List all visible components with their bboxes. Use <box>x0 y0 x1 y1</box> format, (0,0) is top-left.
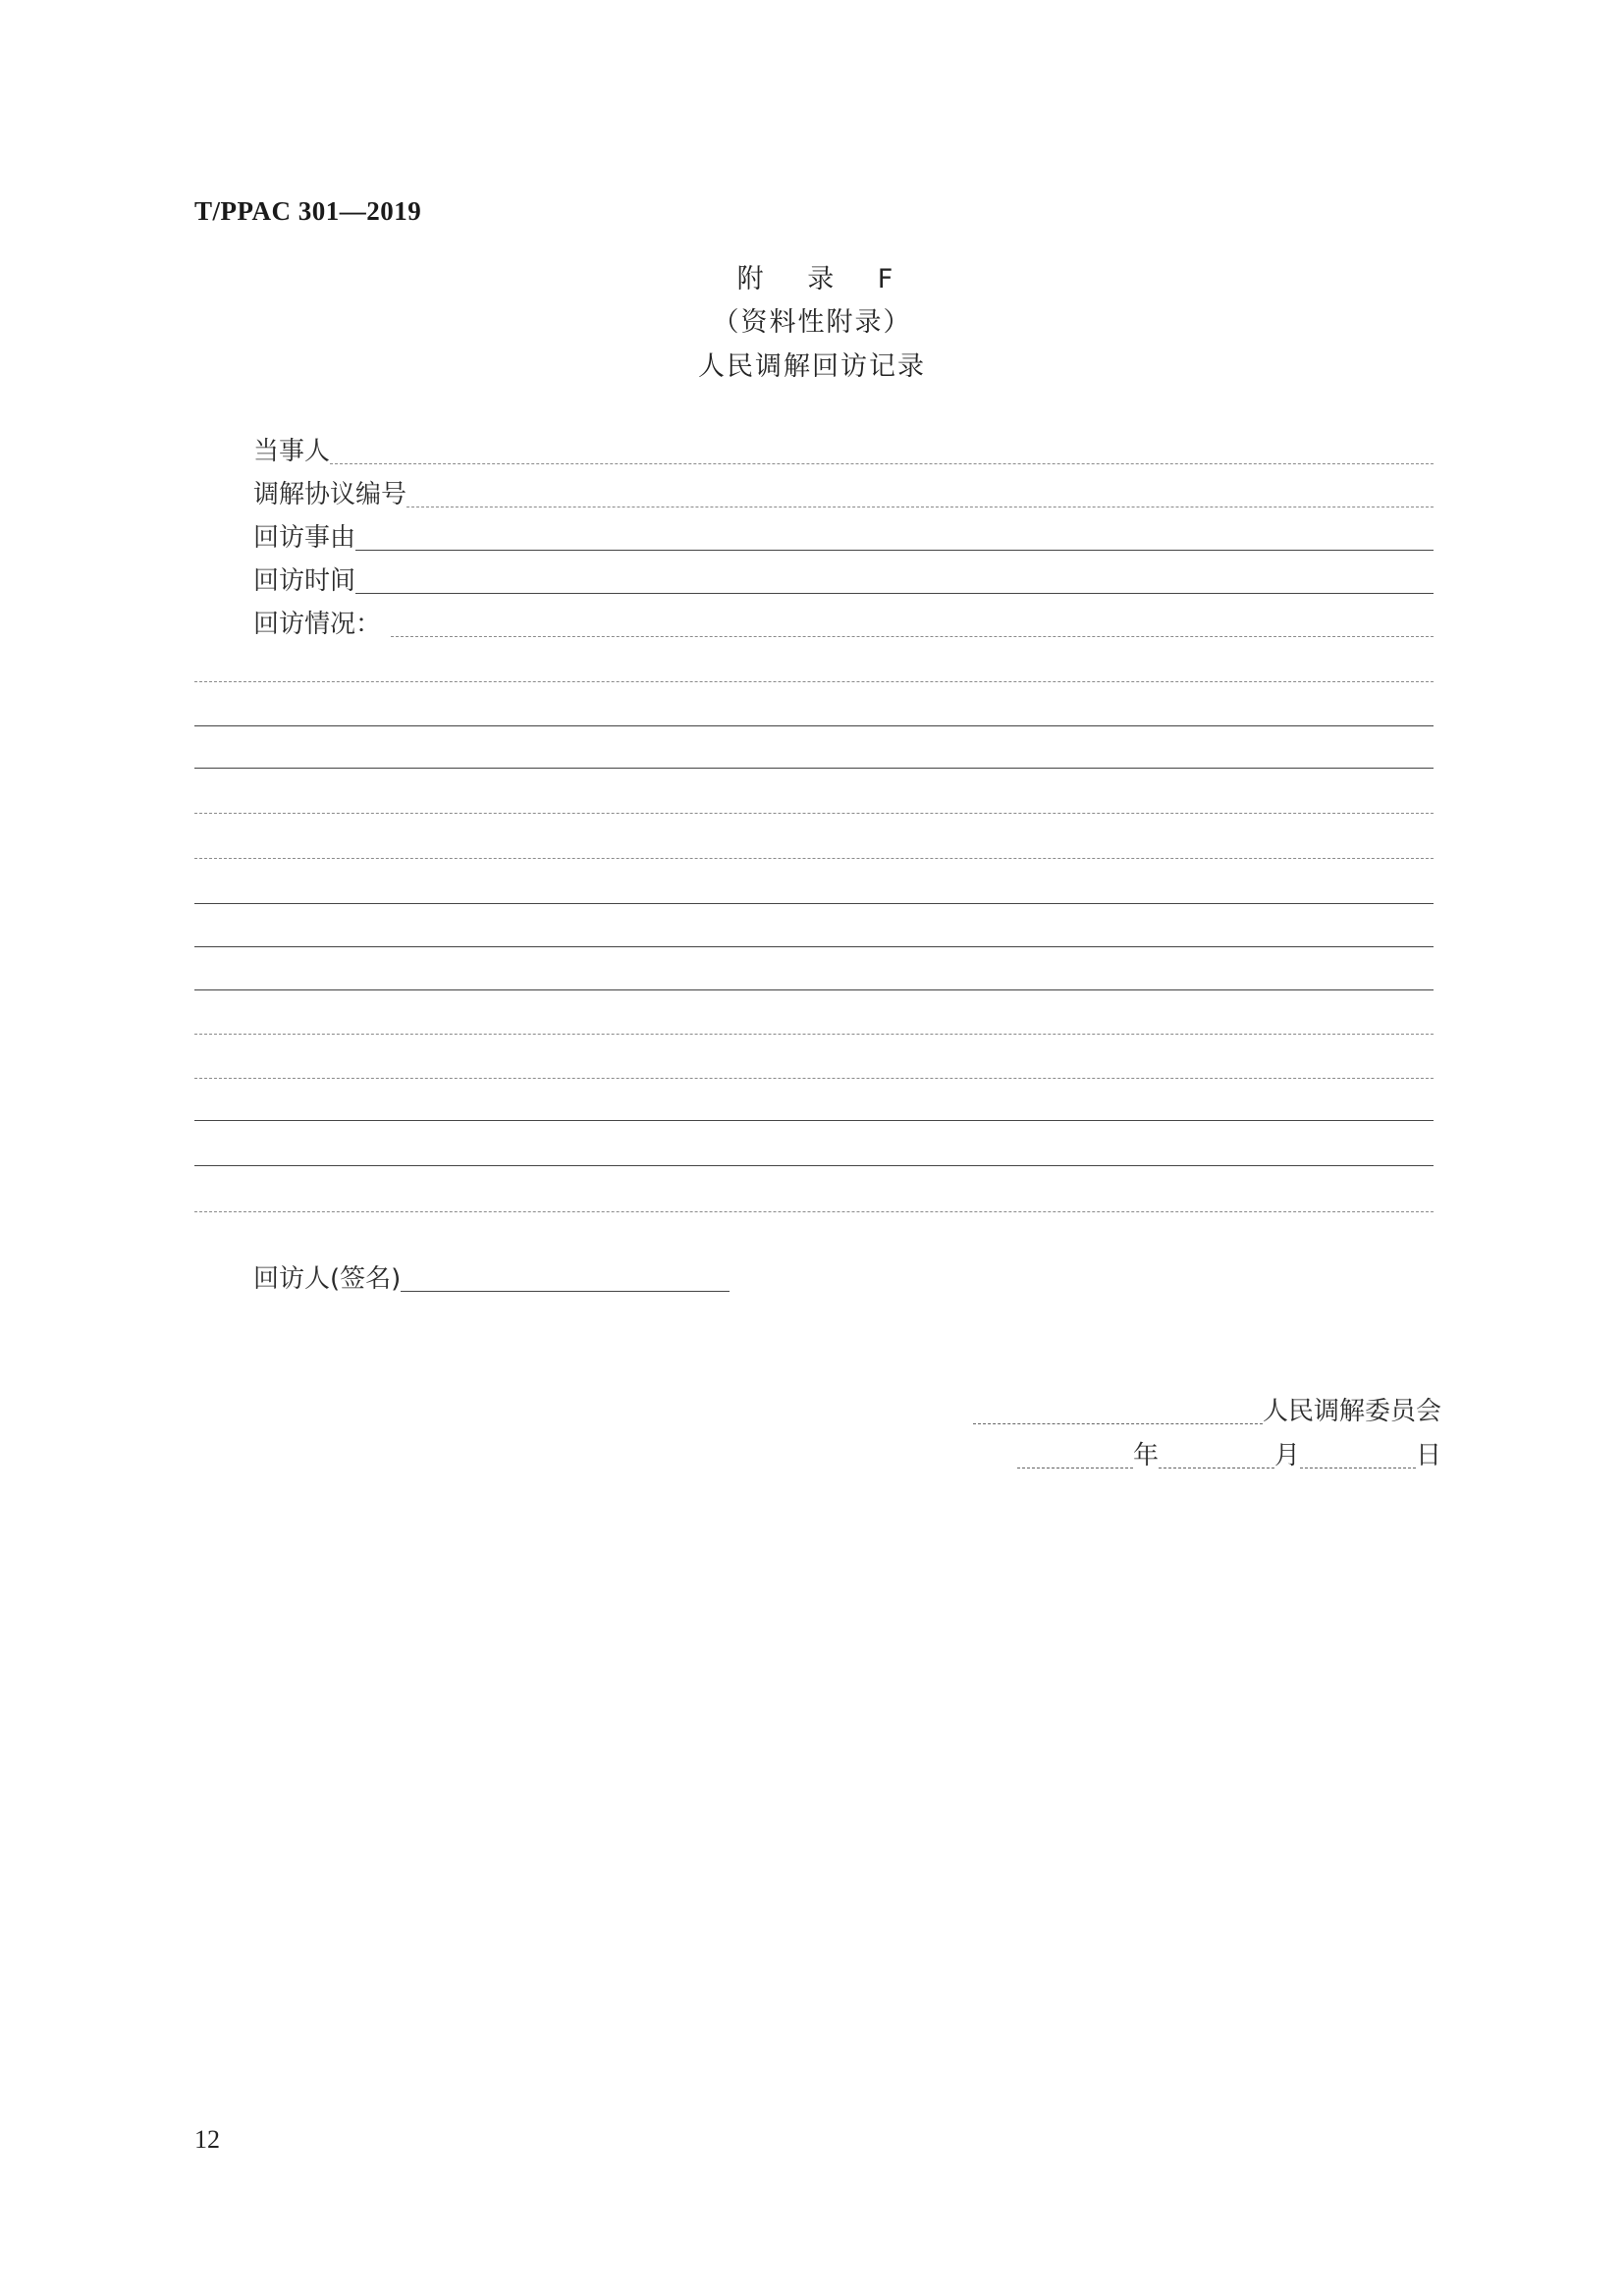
day-label: 日 <box>1415 1441 1441 1470</box>
writing-line[interactable] <box>194 1165 1434 1166</box>
appendix-type: （资料性附录） <box>712 307 912 338</box>
writing-line[interactable] <box>194 1120 1434 1121</box>
year-label: 年 <box>1132 1441 1159 1470</box>
writing-line[interactable] <box>194 1078 1434 1079</box>
visit-situation-label: 回访情况： <box>253 610 382 639</box>
visit-situation-input-line[interactable] <box>391 636 1434 637</box>
month-label: 月 <box>1273 1441 1300 1470</box>
appendix-label: 附 录 F <box>736 264 911 294</box>
party-input-line[interactable] <box>330 463 1434 464</box>
visit-reason-field[interactable] <box>253 514 1434 554</box>
writing-line[interactable] <box>194 768 1434 769</box>
writing-line[interactable] <box>194 725 1434 726</box>
writing-line[interactable] <box>194 681 1434 682</box>
visit-reason-label: 回访事由 <box>253 523 356 553</box>
visitor-signature-label: 回访人(签名) <box>253 1264 402 1294</box>
committee-field[interactable] <box>973 1399 1441 1427</box>
date-field[interactable] <box>1017 1443 1441 1471</box>
visit-time-label: 回访时间 <box>253 566 356 596</box>
committee-label: 人民调解委员会 <box>1262 1397 1441 1426</box>
writing-line[interactable] <box>194 946 1434 947</box>
visit-reason-input-line[interactable] <box>355 550 1434 551</box>
committee-name-line[interactable] <box>973 1423 1263 1424</box>
visitor-signature-line[interactable] <box>401 1291 730 1292</box>
standard-code: T/PPAC 301—2019 <box>194 196 422 226</box>
agreement-number-field[interactable] <box>253 471 1434 510</box>
writing-line[interactable] <box>194 903 1434 904</box>
visit-time-input-line[interactable] <box>355 593 1434 594</box>
page-number: 12 <box>194 2125 220 2154</box>
writing-line[interactable] <box>194 1211 1434 1212</box>
writing-line[interactable] <box>194 989 1434 990</box>
visitor-signature-field[interactable] <box>253 1266 730 1295</box>
writing-line[interactable] <box>194 858 1434 859</box>
visit-time-field[interactable] <box>253 558 1434 597</box>
visit-situation-field[interactable] <box>253 601 1434 640</box>
agreement-number-label: 调解协议编号 <box>253 480 407 509</box>
form-title: 人民调解回访记录 <box>698 351 926 382</box>
writing-line[interactable] <box>194 1034 1434 1035</box>
party-label: 当事人 <box>253 437 331 466</box>
writing-line[interactable] <box>194 813 1434 814</box>
party-field[interactable] <box>253 428 1434 467</box>
